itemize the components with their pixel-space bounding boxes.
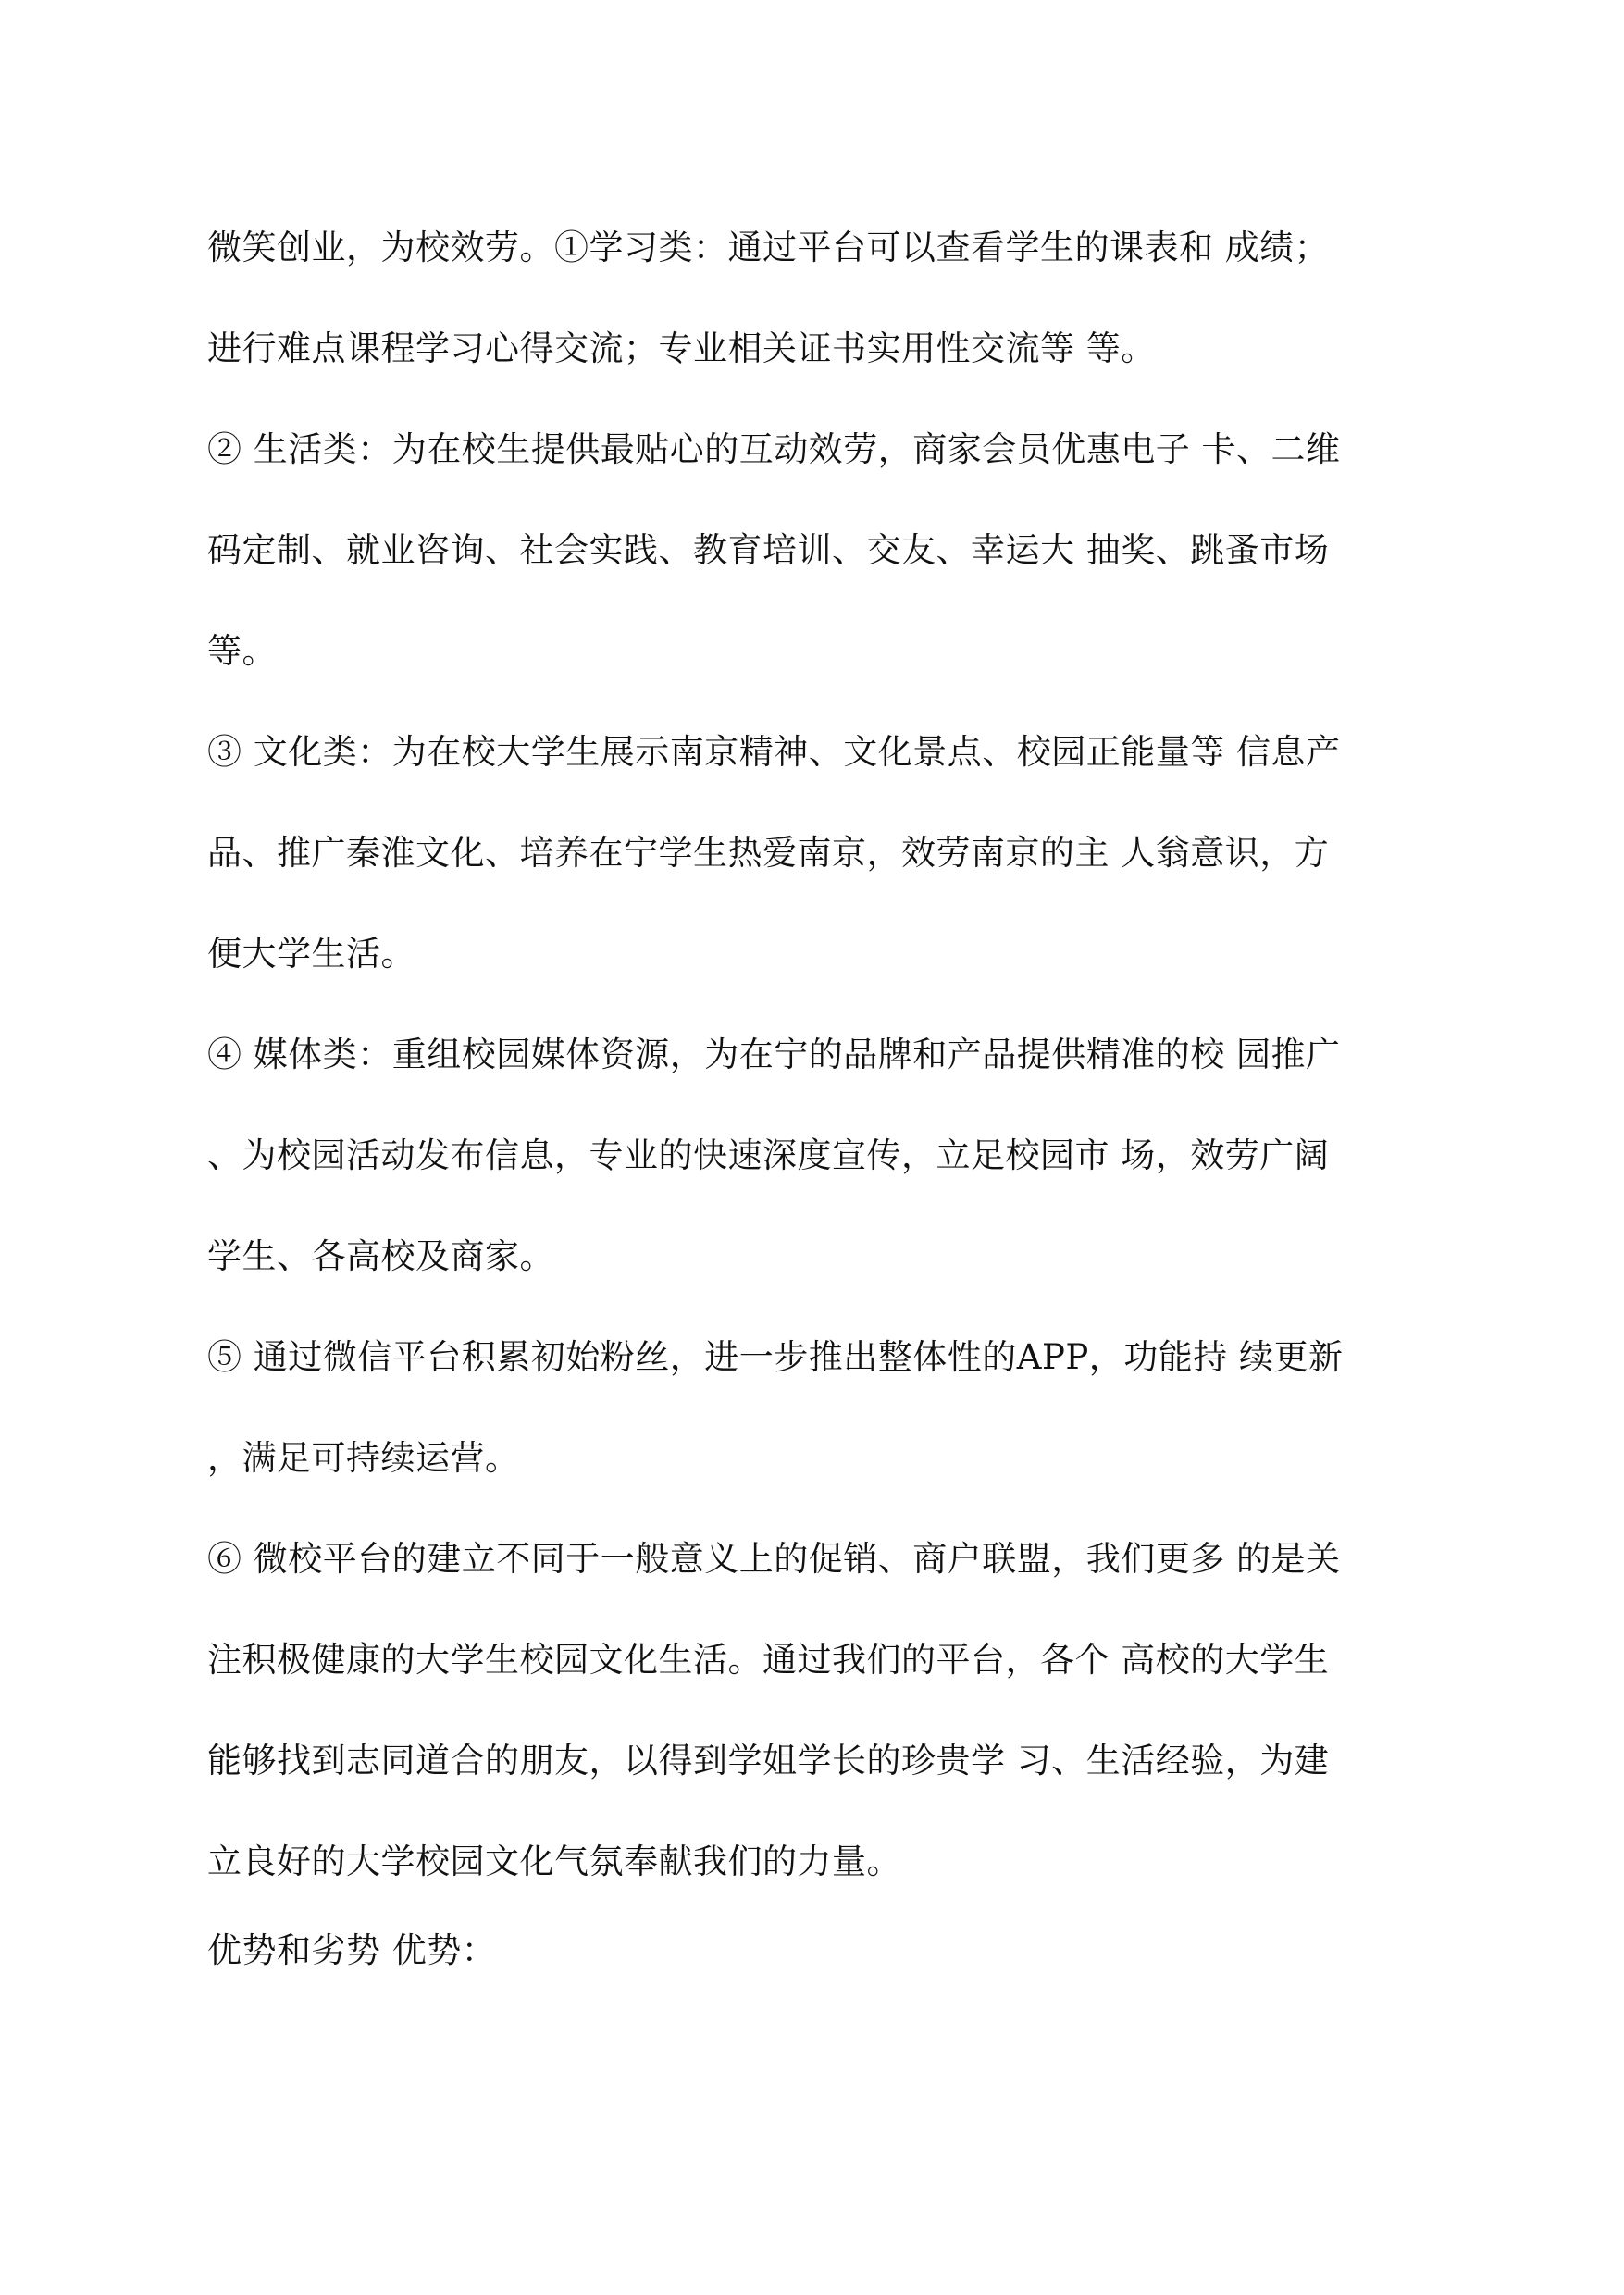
text-line-18: 优势和劣势 优势： — [207, 1930, 497, 1970]
text-line-14: ⑥ 微校平台的建立不同于一般意义上的促销、商户联盟，我们更多 的是关 — [207, 1539, 1341, 1579]
text-line-10: 、为校园活动发布信息，专业的快速深度宣传，立足校园市 场，效劳广阔 — [207, 1135, 1330, 1175]
text-line-16: 能够找到志同道合的朋友，以得到学姐学长的珍贵学 习、生活经验，为建 — [207, 1741, 1330, 1780]
text-line-3: ② 生活类：为在校生提供最贴心的互动效劳，商家会员优惠电子 卡、二维 — [207, 429, 1341, 469]
text-line-17: 立良好的大学校园文化气氛奉献我们的力量。 — [207, 1842, 901, 1881]
text-line-12: ⑤ 通过微信平台积累初始粉丝，进一步推出整体性的APP，功能持 续更新 — [207, 1337, 1344, 1377]
text-line-6: ③ 文化类：为在校大学生展示南京精神、文化景点、校园正能量等 信息产 — [207, 732, 1341, 772]
text-line-13: ，满足可持续运营。 — [207, 1438, 520, 1478]
text-line-8: 便大学生活。 — [207, 934, 415, 974]
text-line-11: 学生、各高校及商家。 — [207, 1236, 554, 1276]
text-line-1: 微笑创业，为校效劳。①学习类：通过平台可以查看学生的课表和 成绩； — [207, 228, 1330, 267]
text-line-4: 码定制、就业咨询、社会实践、教育培训、交友、幸运大 抽奖、跳蚤市场 — [207, 530, 1330, 570]
text-line-7: 品、推广秦淮文化、培养在宁学生热爱南京，效劳南京的主 人翁意识，方 — [207, 833, 1330, 873]
text-line-9: ④ 媒体类：重组校园媒体资源，为在宁的品牌和产品提供精准的校 园推广 — [207, 1035, 1341, 1074]
text-line-5: 等。 — [207, 631, 277, 671]
text-line-15: 注积极健康的大学生校园文化生活。通过我们的平台，各个 高校的大学生 — [207, 1640, 1330, 1680]
text-line-2: 进行难点课程学习心得交流；专业相关证书实用性交流等 等。 — [207, 329, 1156, 368]
